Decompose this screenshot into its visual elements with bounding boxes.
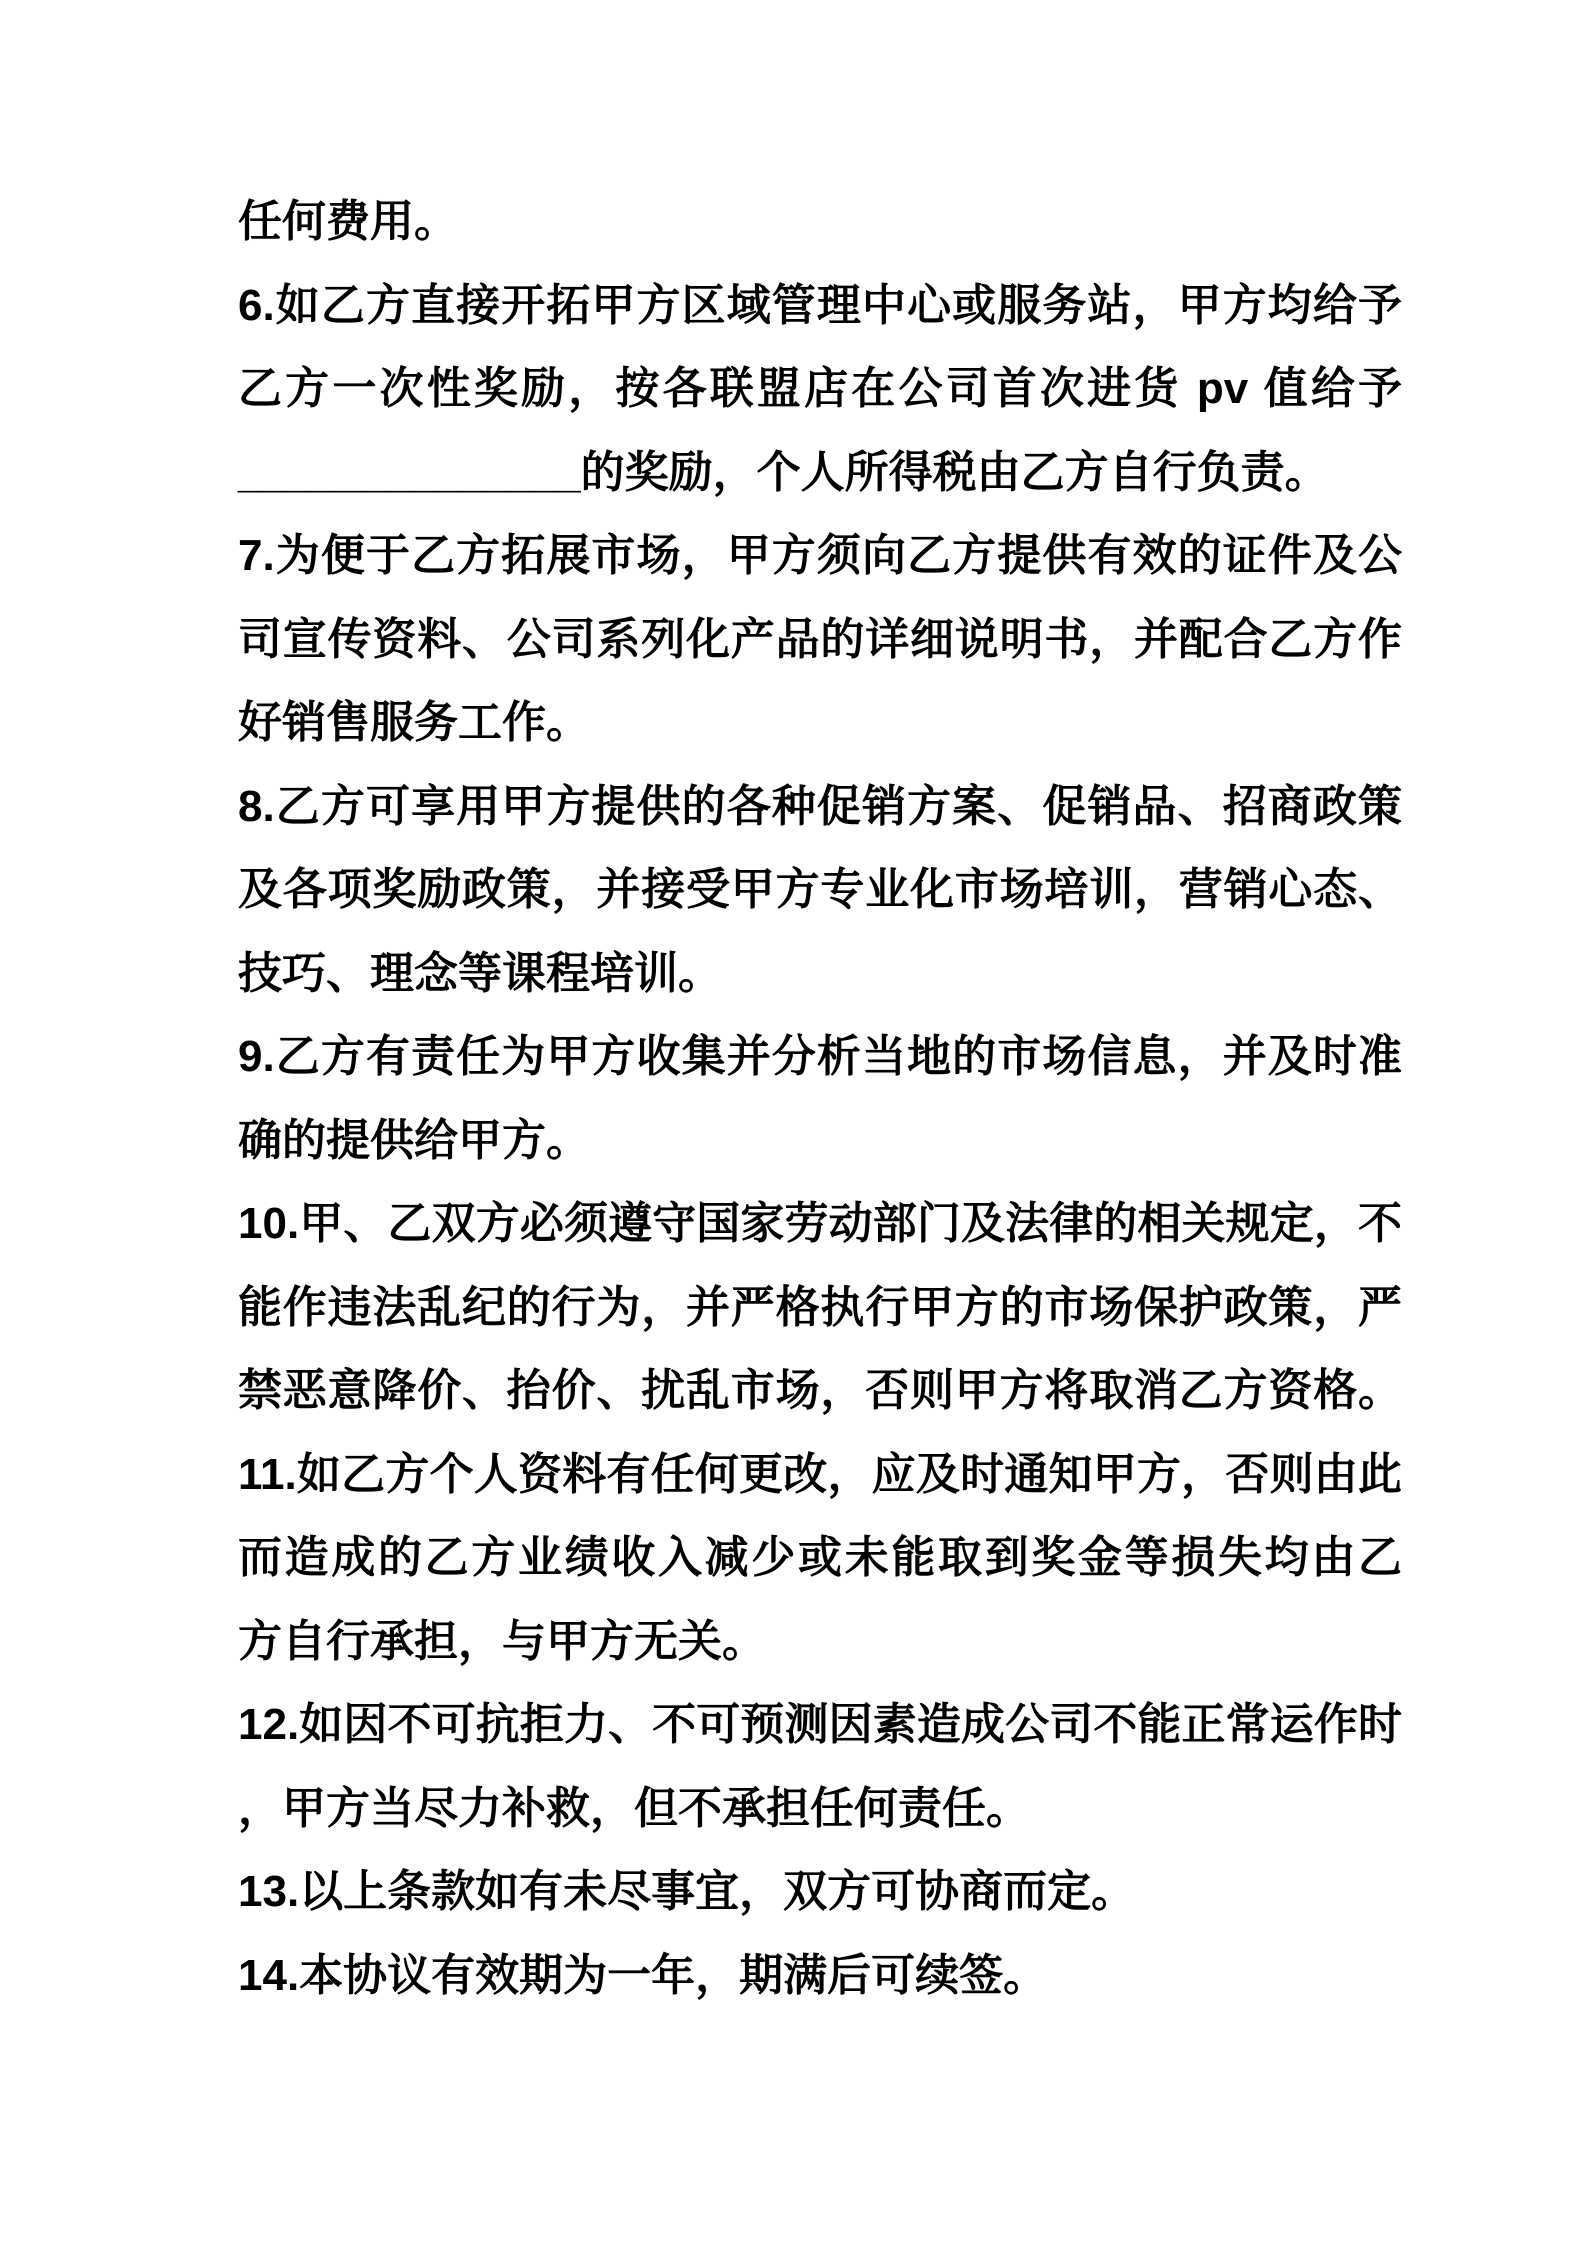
text-line: 司宣传资料、公司系列化产品的详细说明书，并配合乙方作 xyxy=(238,614,1402,664)
text-line: 而造成的乙方业绩收入减少或未能取到奖金等损失均由乙 xyxy=(238,1533,1402,1582)
text-line: 方自行承担，与甲方无关。 xyxy=(238,1616,766,1666)
text-line: 6.如乙方直接开拓甲方区域管理中心或服务站，甲方均给予 xyxy=(238,280,1402,330)
text-line: 7.为便于乙方拓展市场，甲方须向乙方提供有效的证件及公 xyxy=(238,531,1402,580)
text-line: 10.甲、乙双方必须遵守国家劳动部门及法律的相关规定，不 xyxy=(238,1199,1402,1248)
text-line: 技巧、理念等课程培训。 xyxy=(238,948,722,998)
text-line: 9.乙方有责任为甲方收集并分析当地的市场信息，并及时准 xyxy=(238,1032,1402,1081)
text-line: 禁恶意降价、抬价、扰乱市场，否则甲方将取消乙方资格。 xyxy=(238,1366,1402,1415)
contract-text-block xyxy=(238,180,1402,2017)
text-line: 13.以上条款如有未尽事宜，双方可协商而定。 xyxy=(238,1867,1136,1916)
text-line: 14.本协议有效期为一年，期满后可续签。 xyxy=(238,1950,1048,2000)
text-line: 11.如乙方个人资料有任何更改，应及时通知甲方，否则由此 xyxy=(238,1449,1402,1499)
text-line: 12.如因不可抗拒力、不可预测因素造成公司不能正常运作时 xyxy=(238,1700,1402,1749)
text-line: 8.乙方可享用甲方提供的各种促销方案、促销品、招商政策 xyxy=(238,781,1402,831)
text-line: 好销售服务工作。 xyxy=(238,698,590,747)
text-line: 任何费用。 xyxy=(238,197,458,246)
text-line: 确的提供给甲方。 xyxy=(238,1115,590,1165)
text-line: ，甲方当尽力补救，但不承担任何责任。 xyxy=(238,1783,1030,1833)
text-line: 能作违法乱纪的行为，并严格执行甲方的市场保护政策，严 xyxy=(238,1282,1402,1332)
text-line: ______________的奖励，个人所得税由乙方自行负责。 xyxy=(238,447,1329,497)
text-line: 乙方一次性奖励，按各联盟店在公司首次进货 pv 值给予 xyxy=(238,364,1402,413)
text-line: 及各项奖励政策，并接受甲方专业化市场培训，营销心态、 xyxy=(238,865,1402,914)
